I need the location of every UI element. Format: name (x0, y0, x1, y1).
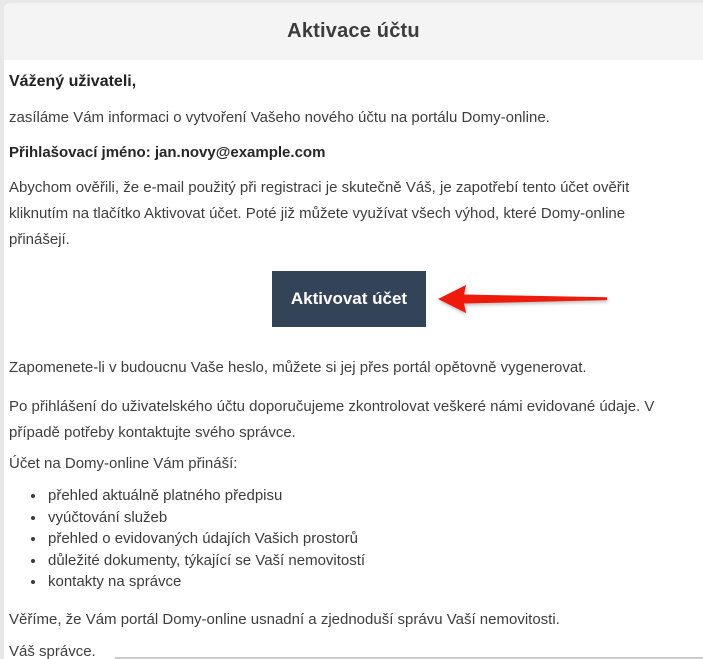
password-paragraph: Zapomenete-li v budoucnu Vaše heslo, můžete si jej přes portál opětovně vygenerovat. (9, 359, 587, 376)
email-body (4, 60, 703, 659)
greeting-text: Vážený uživateli, (9, 73, 137, 90)
intro-paragraph: zasíláme Vám informaci o vytvoření Vašeho nového účtu na portálu Domy-online. (9, 109, 550, 126)
benefit-item: • přehled o evidovaných údajích Vašich prostorů (46, 528, 689, 550)
red-arrow-left-icon (437, 282, 609, 316)
benefit-item: • důležité dokumenty, týkající se Vaší nemovitostí (46, 550, 689, 572)
signature-text: Váš správce. (9, 642, 96, 659)
verify-paragraph: Abychom ověřili, že e-mail použitý při registraci je skutečně Váš, je zapotřebí tento účet ověřit kliknutím na tlačítko Aktivovat účet. Poté již můžete využívat všech výhod, které Domy-online přinášejí. (9, 179, 630, 248)
check-data-paragraph: Po přihlášení do uživatelského účtu doporučujeme zkontrolovat veškeré námi evidované údaje. V případě potřeby kontaktujte svého správce. (9, 398, 655, 441)
email-header (4, 3, 703, 60)
benefit-item: • vyúčtování služeb (46, 507, 689, 529)
benefit-item: • přehled aktuálně platného předpisu (46, 485, 689, 507)
benefit-item: • kontakty na správce (46, 571, 689, 593)
login-name-line: Přihlašovací jméno: jan.novy@example.com (9, 144, 326, 161)
benefits-intro: Účet na Domy-online Vám přináší: (9, 455, 238, 472)
button-row (9, 271, 689, 327)
activate-account-button[interactable]: Aktivovat účet (272, 271, 426, 327)
page-title: Aktivace účtu (287, 20, 420, 42)
closing-paragraph: Věříme, že Vám portál Domy-online usnadní a zjednoduší správu Vaší nemovitosti. (9, 610, 560, 628)
email-container (4, 3, 703, 659)
benefits-list (9, 485, 689, 593)
